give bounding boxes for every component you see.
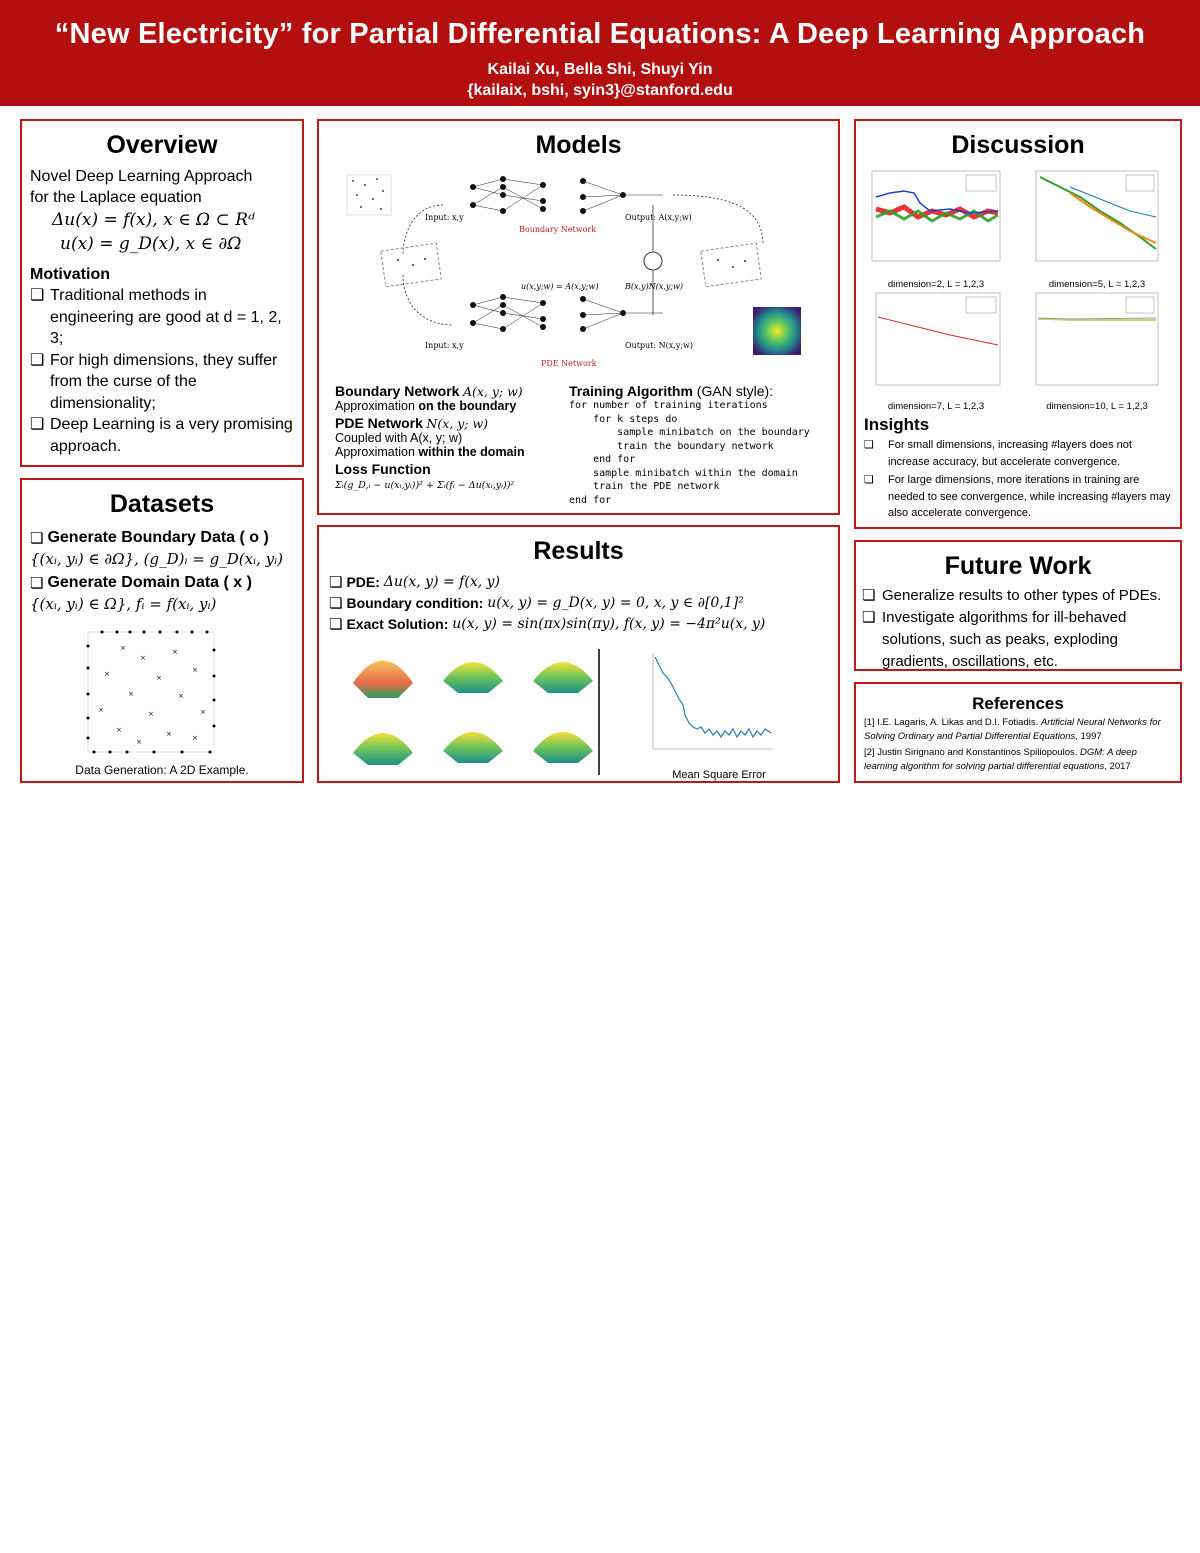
discussion-heading: Discussion [951, 131, 1085, 159]
insights-heading: Insights [864, 415, 930, 434]
future-item: ❏ Investigate algorithms for ill-behaved solutions, such as peaks, exploding gradients, oscillations, etc. [862, 607, 1172, 673]
checkbox-icon: ❏ [862, 587, 876, 604]
motivation-heading: Motivation [30, 266, 110, 283]
checkbox-icon: ❏ [30, 351, 45, 369]
plot-caption-4: dimension=10, L = 1,2,3 [1046, 401, 1148, 412]
poster-title: “New Electricity” for Partial Differential Equations: A Deep Learning Approach [54, 18, 1146, 50]
models-panel: Models Input: x,y Output: A(x,y;w) Boundary Network u(x,y;w) = A(x,y;w) B(x,y)N(x,y;w) Input: x,y Output: N(x,y;w) PDE Network Boundary Network A(x, y; w) Approximation on the boundary PDE Network N(x, y; w) Coupled with A(x, y; w) Approximation within the domain Loss Function Σᵢ(g_D,ᵢ − u(xᵢ,yᵢ))² + Σᵢ(fᵢ − Δu(xᵢ,yᵢ))² Training Algorithm (GAN style): for number of training iterations for k steps do sample minibatch on the boundary train the boundary network end for sample minibatch within the domain train the PDE network end for [317, 119, 840, 515]
poster-authors: Kailai Xu, Bella Shi, Shuyi Yin [487, 61, 713, 78]
svg-text:×: × [172, 648, 178, 656]
models-heading: Models [535, 131, 622, 159]
domain-data-item: ❏ Generate Domain Data ( x ) [30, 574, 252, 592]
motivation-list [30, 285, 294, 457]
svg-text:×: × [120, 644, 126, 652]
convergence-plot [1036, 293, 1158, 385]
datasets-caption: Data Generation: A 2D Example. [75, 763, 249, 777]
svg-text:×: × [156, 674, 162, 682]
overview-intro-2: for the Laplace equation [30, 189, 202, 206]
plot-caption-3: dimension=7, L = 1,2,3 [887, 401, 985, 412]
svg-text:×: × [178, 692, 184, 700]
boundary-output-label: Output: A(x,y;w) [625, 213, 692, 222]
overview-eq-1: Δu(x) = f(x), x ∈ Ω ⊂ Rᵈ [52, 210, 255, 230]
future-work-panel [854, 540, 1182, 671]
surface-plot [443, 662, 503, 693]
plot-caption-1: dimension=2, L = 1,2,3 [887, 279, 985, 290]
references-heading: References [972, 694, 1064, 713]
checkbox-icon: ❏ [329, 595, 343, 612]
overview-intro-1: Novel Deep Learning Approach [30, 168, 253, 185]
pde-input-label: Input: x,y [425, 341, 464, 350]
boundary-data-item: ❏ Generate Boundary Data ( o ) [30, 529, 269, 547]
motivation-item: ❏ For high dimensions, they suffer from the curse of the dimensionality; [30, 350, 294, 415]
result-boundary: ❏ Boundary condition: u(x, y) = g_D(x, y) = 0, x, y ∈ ∂[0,1]² [329, 595, 744, 612]
future-work-heading: Future Work [944, 552, 1092, 580]
checkbox-icon: ❏ [30, 575, 44, 592]
results-heading: Results [533, 537, 624, 565]
loss-function-math: Σᵢ(g_D,ᵢ − u(xᵢ,yᵢ))² + Σᵢ(fᵢ − Δu(xᵢ,yᵢ))² [335, 480, 515, 491]
checkbox-icon: ❏ [30, 416, 45, 433]
svg-text:×: × [192, 734, 198, 742]
svg-text:×: × [136, 738, 142, 746]
coupling-right-label: B(x,y)N(x,y;w) [625, 282, 684, 291]
data-generation-plot [82, 628, 222, 758]
reference-item: [1] I.E. Lagaris, A. Likas and D.I. Fotiadis. Artificial Neural Networks for Solving Ordinary and Partial Differential Equations, 1997 [864, 717, 1161, 742]
insight-item: ❏ For large dimensions, more iterations in training are needed to see convergence, while increasing #layers may also accelerate convergence. [864, 472, 1176, 522]
boundary-data-math: {(xᵢ, yᵢ) ∈ ∂Ω}, (g_D)ᵢ = g_D(xᵢ, yᵢ) [30, 550, 283, 568]
convergence-plot [872, 171, 1000, 261]
convergence-plot [876, 293, 1000, 385]
svg-text:×: × [140, 654, 146, 662]
discussion-panel [854, 119, 1182, 529]
coupling-left-label: u(x,y;w) = A(x,y;w) [521, 282, 599, 291]
pde-network-desc: Coupled with A(x, y; w) [335, 431, 463, 445]
result-pde: ❏ PDE: Δu(x, y) = f(x, y) [329, 574, 500, 591]
checkbox-icon: ❏ [864, 474, 874, 486]
sum-node-icon [644, 252, 662, 270]
pde-output-label: Output: N(x,y;w) [625, 341, 694, 350]
surface-plot [353, 733, 413, 765]
datasets-panel [20, 478, 304, 783]
overview-eq-2: u(x) = g_D(x), x ∈ ∂Ω [60, 234, 242, 254]
overview-heading: Overview [106, 131, 218, 159]
svg-text:×: × [104, 670, 110, 678]
surface-plot [533, 732, 593, 763]
svg-text:×: × [166, 730, 172, 738]
boundary-network-label: Boundary Network [519, 225, 597, 234]
pde-network-desc-2: Approximation within the domain [335, 445, 525, 459]
surface-plot [443, 732, 503, 763]
training-algorithm-title: Training Algorithm (GAN style): [569, 383, 774, 399]
insights-section [864, 415, 1176, 522]
mse-caption: Mean Square Error [672, 769, 766, 781]
motivation-item: ❏ Traditional methods in engineering are good at d = 1, 2, 3; [30, 285, 294, 350]
checkbox-icon: ❏ [30, 287, 45, 304]
svg-text:×: × [192, 666, 198, 674]
checkbox-icon: ❏ [30, 530, 44, 547]
mse-plot [653, 653, 773, 749]
loss-function-title: Loss Function [335, 461, 431, 477]
surface-plot [353, 661, 413, 699]
poster-emails: {kailaix, bshi, syin3}@stanford.edu [467, 82, 733, 99]
checkbox-icon: ❏ [329, 574, 343, 591]
svg-text:×: × [200, 708, 206, 716]
solution-heatmap [753, 307, 801, 355]
pde-network-title: PDE Network [335, 415, 423, 431]
svg-text:×: × [148, 710, 154, 718]
checkbox-icon: ❏ [862, 609, 876, 626]
poster-header [0, 0, 1200, 106]
results-figures [343, 643, 833, 783]
surface-plot [533, 662, 593, 693]
pde-network-label: PDE Network [541, 359, 597, 368]
svg-text:×: × [116, 726, 122, 734]
references-panel [854, 682, 1182, 783]
model-architecture-diagram [343, 165, 813, 375]
reference-item: [2] Justin Sirignano and Konstantinos Spiliopoulos. DGM: A deep learning algorithm for solving partial differential equations, 2017 [864, 747, 1137, 772]
insight-item: ❏ For small dimensions, increasing #layers does not increase accuracy, but accelerate convergence. [864, 437, 1176, 470]
datasets-heading: Datasets [109, 490, 215, 518]
overview-panel [20, 119, 304, 467]
boundary-input-label: Input: x,y [425, 213, 464, 222]
checkbox-icon: ❏ [864, 439, 874, 451]
checkbox-icon: ❏ [329, 616, 343, 633]
boundary-network-desc: Approximation on the boundary [335, 399, 517, 413]
result-exact: ❏ Exact Solution: u(x, y) = sin(πx)sin(πy), f(x, y) = −4π²u(x, y) [329, 616, 766, 633]
plot-caption-2: dimension=5, L = 1,2,3 [1048, 279, 1146, 290]
domain-data-math: {(xᵢ, yᵢ) ∈ Ω}, fᵢ = f(xᵢ, yᵢ) [30, 595, 217, 613]
motivation-item: ❏ Deep Learning is a very promising approach. [30, 414, 294, 457]
svg-text:×: × [128, 690, 134, 698]
svg-text:×: × [98, 706, 104, 714]
training-code: for number of training iterations for k steps do sample minibatch on the boundary train the boundary network end for sample minibatch within the domain train the PDE network end for [569, 400, 810, 506]
convergence-plot [1036, 171, 1158, 261]
results-panel [317, 525, 840, 783]
boundary-network-title: Boundary Network [335, 383, 460, 399]
future-item: ❏ Generalize results to other types of PDEs. [862, 585, 1172, 607]
